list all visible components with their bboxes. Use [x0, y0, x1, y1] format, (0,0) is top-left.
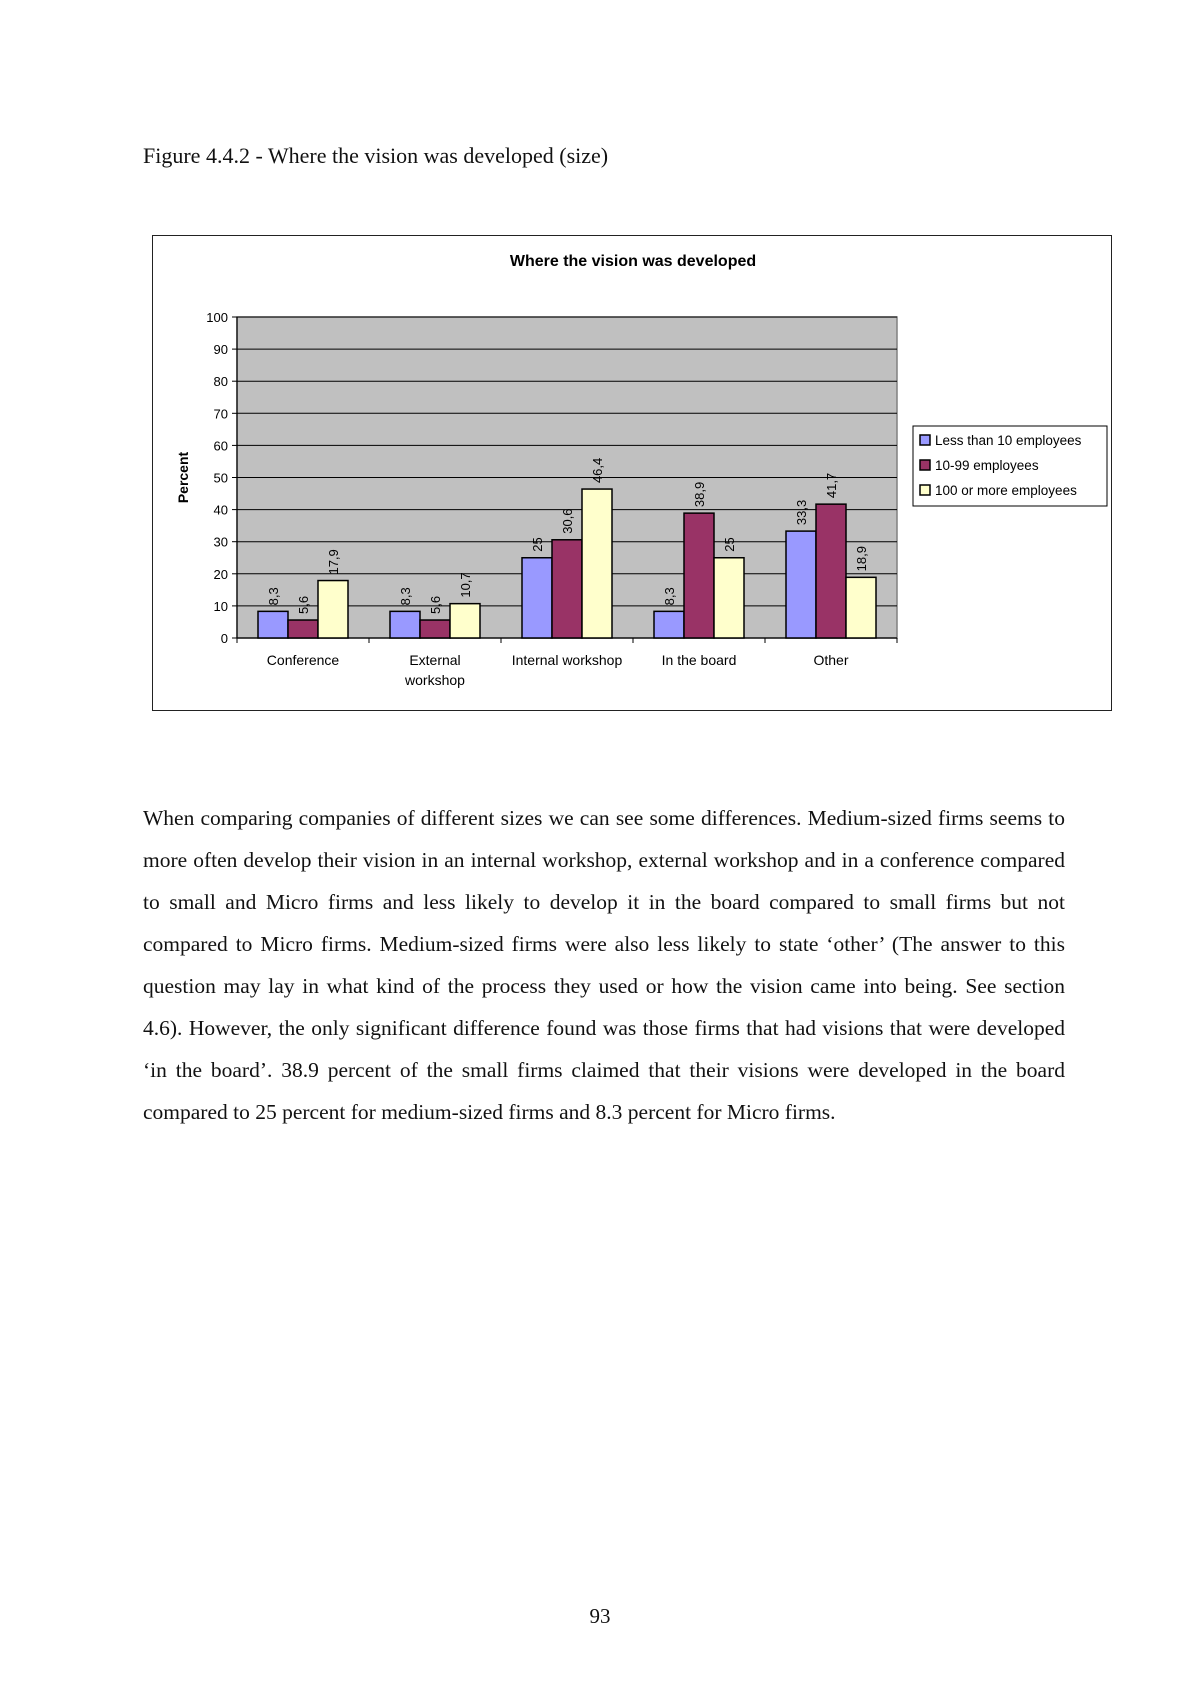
bar-chart	[153, 236, 1113, 712]
y-tick-label: 70	[213, 406, 228, 422]
data-label: 33,3	[794, 499, 809, 526]
data-label: 5,6	[296, 595, 311, 615]
bar	[258, 611, 288, 638]
data-label: 5,6	[428, 595, 443, 615]
data-label: 41,7	[824, 472, 839, 499]
y-tick-label: 50	[213, 470, 228, 486]
legend-swatch	[920, 485, 930, 495]
bar	[846, 577, 876, 638]
y-tick-label: 30	[213, 534, 228, 550]
chart-title: Where the vision was developed	[509, 253, 757, 270]
bar	[318, 581, 348, 638]
chart-container	[152, 235, 1112, 711]
data-label: 25	[530, 537, 545, 552]
data-label: 46,4	[590, 457, 605, 484]
y-axis-title: Percent	[175, 451, 191, 504]
x-tick-label: Other	[813, 652, 849, 668]
data-label: 17,9	[326, 549, 341, 575]
bar	[288, 620, 318, 638]
bar	[816, 504, 846, 638]
bar	[786, 531, 816, 638]
legend-label: 100 or more employees	[935, 483, 1077, 498]
bar	[714, 558, 744, 638]
page-number: 93	[589, 1604, 611, 1628]
y-tick-label: 80	[213, 374, 228, 390]
y-tick-label: 60	[213, 438, 228, 454]
x-tick-label: workshop	[405, 672, 465, 688]
figure-caption: Figure 4.4.2 - Where the vision was developed (size)	[143, 143, 609, 168]
data-label: 25	[722, 537, 737, 552]
y-tick-label: 20	[213, 566, 228, 582]
bar	[390, 611, 420, 638]
y-tick-label: 10	[213, 598, 228, 614]
bar	[582, 489, 612, 638]
bar	[522, 558, 552, 638]
data-label: 8,3	[266, 587, 281, 606]
data-label: 38,9	[692, 481, 707, 508]
bar	[552, 540, 582, 638]
legend-swatch	[920, 435, 930, 445]
y-tick-label: 100	[206, 310, 228, 325]
y-tick-label: 40	[213, 502, 228, 518]
x-tick-label: External	[409, 652, 461, 668]
data-label: 8,3	[662, 587, 677, 606]
bar	[420, 620, 450, 638]
bar	[684, 513, 714, 638]
legend-label: Less than 10 employees	[935, 433, 1082, 448]
x-tick-label: In the board	[661, 652, 737, 668]
bar	[450, 604, 480, 638]
bar	[654, 611, 684, 638]
data-label: 10,7	[458, 572, 473, 598]
y-tick-label: 0	[220, 631, 228, 646]
legend-swatch	[920, 460, 930, 470]
data-label: 30,6	[560, 508, 575, 534]
x-tick-label: Internal workshop	[511, 652, 623, 668]
data-label: 8,3	[398, 587, 413, 606]
body-paragraph: When comparing companies of different sizes we can see some differences. Medium-sized firms seems to more often develop their vision in an internal workshop, external workshop and in a conference compared to small and Micro firms and less likely to develop it in the board compared to small firms but not compared to Micro firms. Medium-sized firms were also less likely to state ‘other’ (The answer to this question may lay in what kind of the process they used or how the vision came into being. See section 4.6). However, the only significant difference found was those firms that had visions that were developed ‘in the board’. 38.9 percent of the small firms claimed that their visions were developed in the board compared to 25 percent for medium-sized firms and 8.3 percent for Micro firms.	[143, 806, 1065, 1124]
legend-label: 10-99 employees	[935, 458, 1039, 473]
x-tick-label: Conference	[266, 652, 340, 668]
y-tick-label: 90	[213, 342, 228, 358]
data-label: 18,9	[854, 546, 869, 572]
